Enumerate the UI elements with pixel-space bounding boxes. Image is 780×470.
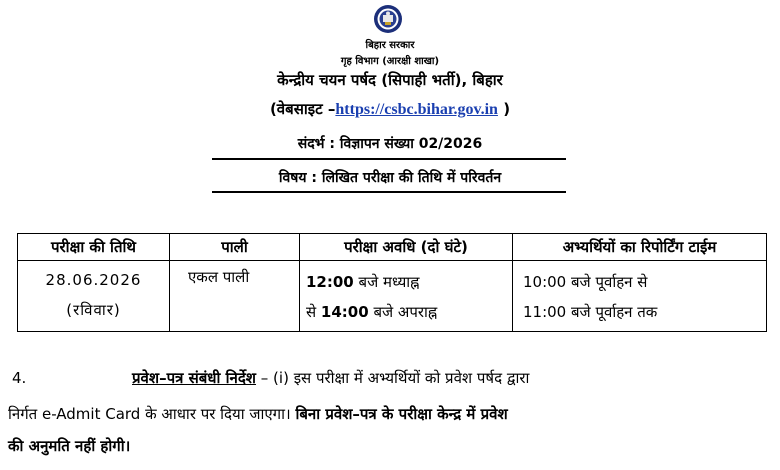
cell-reporting-time bbox=[513, 261, 767, 332]
table-header-row bbox=[18, 234, 767, 261]
cell-duration bbox=[300, 261, 513, 332]
header-shift: पाली bbox=[170, 234, 300, 261]
duration-line-2 bbox=[306, 297, 512, 327]
header-duration: परीक्षा अवधि (दो घंटे) bbox=[300, 234, 513, 261]
section-intro: – (i) इस परीक्षा में अभ्यर्थियों को प्रवेश पर्षद द्वारा bbox=[256, 369, 530, 387]
website-suffix: ) bbox=[503, 100, 511, 118]
reporting-line-2: 11:00 बजे पूर्वाहन तक bbox=[523, 303, 658, 321]
divider-bottom bbox=[212, 191, 566, 193]
reference-line: संदर्भ : विज्ञापन संख्या 02/2026 bbox=[297, 136, 483, 152]
divider-top bbox=[212, 158, 566, 160]
exam-schedule-table bbox=[17, 233, 767, 332]
header-reporting-time: अभ्यर्थियों का रिपोर्टिंग टाईम bbox=[513, 234, 767, 261]
duration-line-1 bbox=[306, 267, 512, 297]
duration-start-time: 12:00 bbox=[306, 273, 354, 291]
section-4-line-2 bbox=[8, 399, 772, 429]
cell-exam-date bbox=[18, 261, 170, 332]
council-name: केन्द्रीय चयन पर्षद (सिपाही भर्ती), बिहार bbox=[277, 71, 503, 89]
website-prefix: (वेबसाइट – bbox=[269, 100, 336, 118]
shift-value: एकल पाली bbox=[188, 268, 250, 286]
section-4-line-1 bbox=[8, 363, 772, 393]
govt-name: बिहार सरकार bbox=[365, 40, 415, 51]
state-emblem-icon bbox=[373, 4, 403, 34]
section-number: 4. bbox=[12, 369, 27, 387]
section-line2-text: निर्गत e-Admit Card के आधार पर दिया जाएगा। bbox=[8, 405, 296, 423]
duration-from-text: से bbox=[306, 303, 321, 321]
cell-shift bbox=[170, 261, 300, 332]
reporting-line-1: 10:00 बजे पूर्वाहन से bbox=[523, 273, 648, 291]
table-row bbox=[18, 261, 767, 332]
section-4-line-3: की अनुमति नहीं होगी। bbox=[8, 437, 131, 455]
section-heading: प्रवेश–पत्र संबंधी निर्देश bbox=[132, 369, 257, 387]
duration-start-text: बजे मध्याह्न bbox=[353, 273, 420, 291]
exam-day: (रविवार) bbox=[66, 301, 121, 319]
subject-line: विषय : लिखित परीक्षा की तिथि में परिवर्तन bbox=[278, 170, 502, 186]
duration-end-time: 14:00 bbox=[320, 303, 369, 321]
website-link[interactable]: https://csbc.bihar.gov.in bbox=[335, 101, 498, 118]
section-line2-bold: बिना प्रवेश–पत्र के परीक्षा केन्द्र में प्रवेश bbox=[295, 405, 508, 423]
duration-end-text: बजे अपराह्न bbox=[368, 303, 438, 321]
exam-date: 28.06.2026 bbox=[45, 271, 142, 289]
website-line bbox=[0, 99, 780, 119]
department-name: गृह विभाग (आरक्षी शाखा) bbox=[340, 56, 440, 67]
header-exam-date: परीक्षा की तिथि bbox=[18, 234, 170, 261]
